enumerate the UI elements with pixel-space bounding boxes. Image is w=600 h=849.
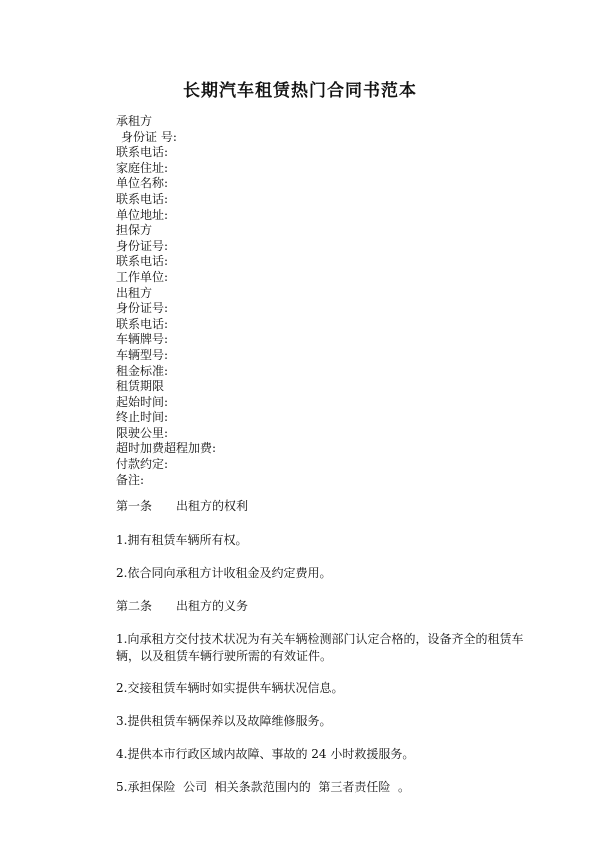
field-overtime-fee: 超时加费超程加费: xyxy=(116,441,217,456)
field-lessor-heading: 出租方 xyxy=(116,285,153,300)
article-title: 出租方的权利 xyxy=(176,499,249,513)
party-info-block xyxy=(116,114,216,488)
field-guarantor-work: 工作单位: xyxy=(116,269,169,284)
field-vehicle-plate: 车辆牌号: xyxy=(116,332,169,347)
field-start-time: 起始时间: xyxy=(116,394,169,409)
contract-body xyxy=(116,498,526,796)
article-number: 第一条 xyxy=(116,499,153,513)
field-guarantor-heading: 担保方 xyxy=(116,223,153,238)
article-heading xyxy=(116,498,526,515)
article-heading xyxy=(116,598,526,615)
field-employer-phone: 联系电话: xyxy=(116,191,169,206)
field-lease-term: 租赁期限 xyxy=(116,379,165,394)
field-notes: 备注: xyxy=(116,472,145,487)
field-tenant-phone: 联系电话: xyxy=(116,145,169,160)
article-title: 出租方的义务 xyxy=(176,599,249,613)
field-tenant-id: 身份证 号: xyxy=(121,129,177,144)
document-title: 长期汽车租赁热门合同书范本 xyxy=(183,81,417,101)
field-guarantor-phone: 联系电话: xyxy=(116,254,169,269)
field-lessor-phone: 联系电话: xyxy=(116,316,169,331)
field-rent-standard: 租金标准: xyxy=(116,363,169,378)
field-tenant-address: 家庭住址: xyxy=(116,160,169,175)
article-number: 第二条 xyxy=(116,599,153,613)
clause: 5.承担保险 公司 相关条款范围内的 第三者责任险 。 xyxy=(116,780,410,794)
field-employer-name: 单位名称: xyxy=(116,176,169,191)
clause: 2.依合同向承租方计收租金及约定费用。 xyxy=(116,566,332,580)
field-payment-terms: 付款约定: xyxy=(116,457,169,472)
field-end-time: 终止时间: xyxy=(116,410,169,425)
clause: 4.提供本市行政区域内故障、事故的 24 小时救援服务。 xyxy=(116,747,415,761)
field-vehicle-model: 车辆型号: xyxy=(116,347,169,362)
clause: 2.交接租赁车辆时如实提供车辆状况信息。 xyxy=(116,681,344,695)
clause: 3.提供租赁车辆保养以及故障维修服务。 xyxy=(116,714,332,728)
clause: 1.拥有租赁车辆所有权。 xyxy=(116,533,248,547)
field-lessor-id: 身份证号: xyxy=(116,301,169,316)
field-mileage-limit: 限驶公里: xyxy=(116,425,169,440)
field-employer-address: 单位地址: xyxy=(116,207,169,222)
field-tenant-heading: 承租方 xyxy=(116,114,153,128)
field-guarantor-id: 身份证号: xyxy=(116,238,169,253)
clause: 1.向承租方交付技术状况为有关车辆检测部门认定合格的，设备齐全的租赁车辆，以及租赁车辆行驶所需的有效证件。 xyxy=(116,632,524,663)
